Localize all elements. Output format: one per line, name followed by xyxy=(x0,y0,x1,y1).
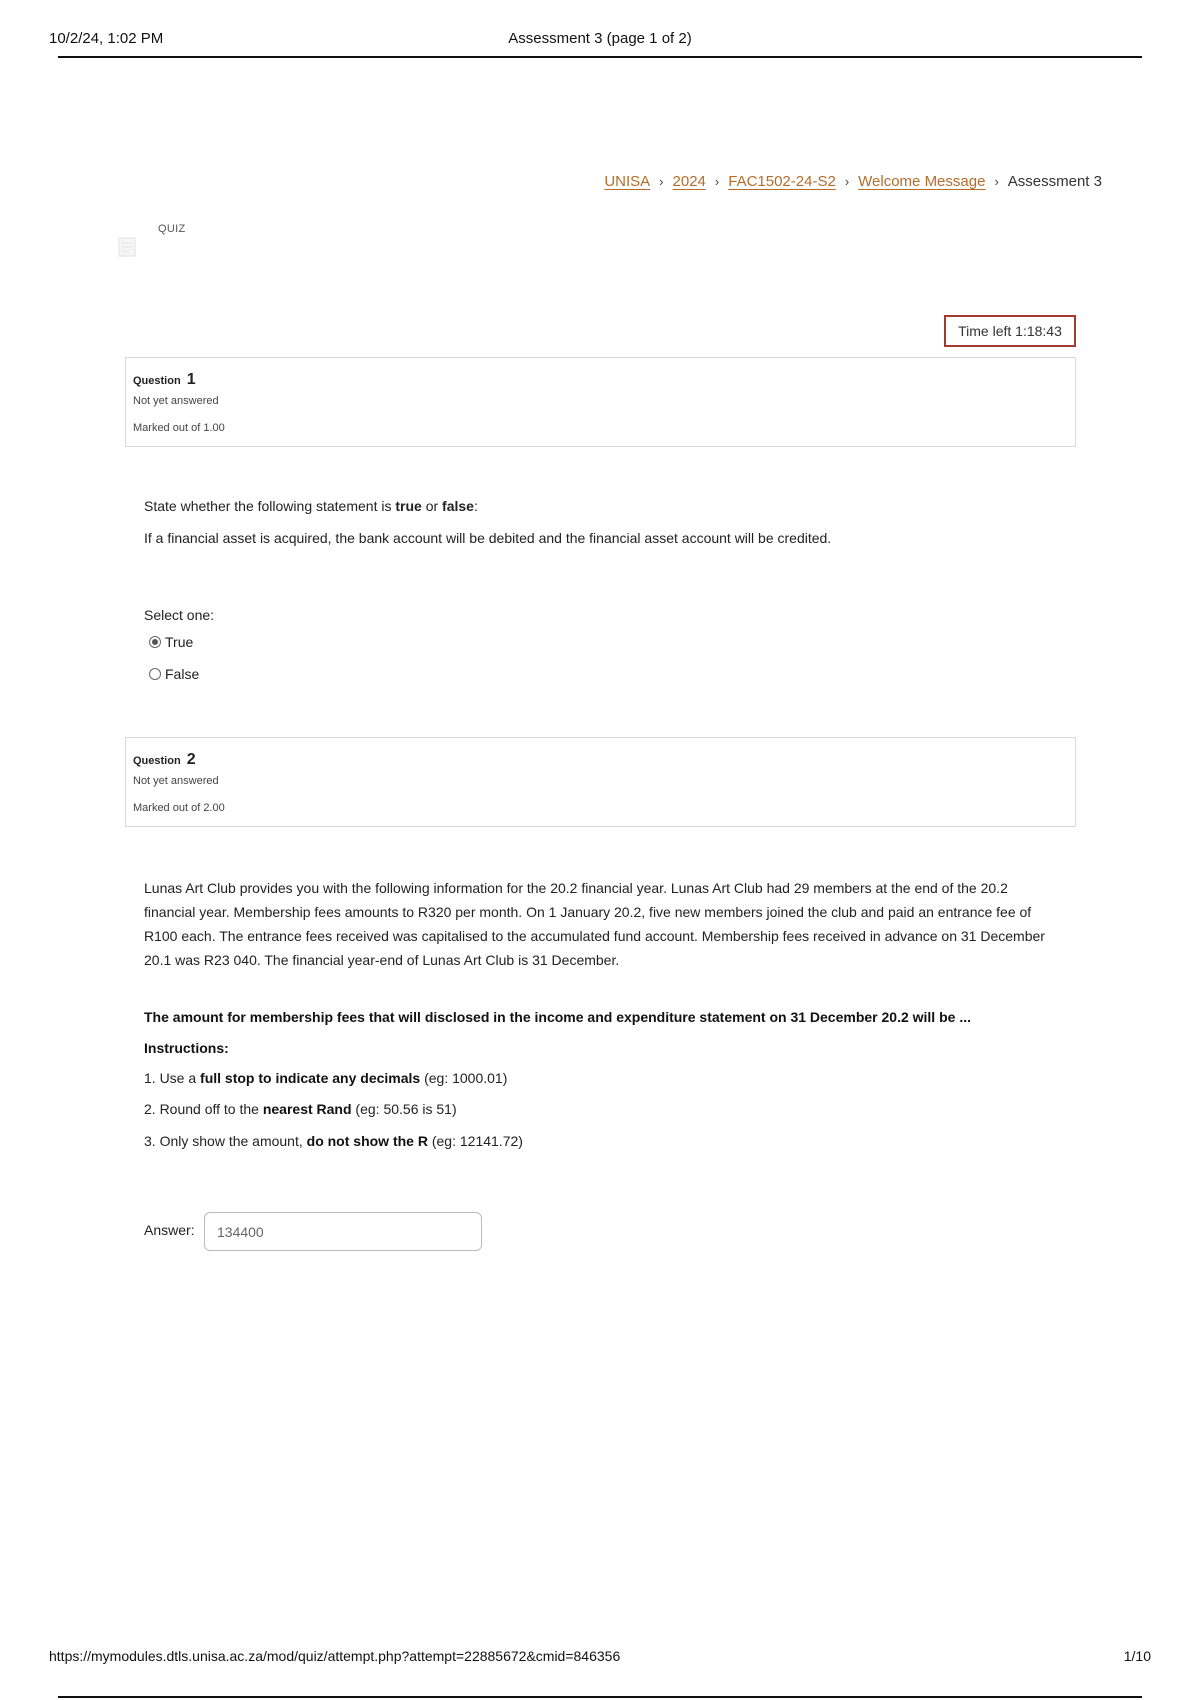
question-number: 1 xyxy=(186,371,196,388)
answer-input[interactable] xyxy=(204,1212,482,1251)
option-label: False xyxy=(165,666,200,682)
instructions-heading: Instructions: xyxy=(144,1040,229,1056)
instruction-item xyxy=(144,1133,523,1149)
question-state: Not yet answered xyxy=(133,775,219,787)
instruction-emphasis: nearest Rand xyxy=(262,1101,352,1117)
instruction-text: 3. Only show the amount, xyxy=(144,1133,307,1149)
breadcrumb-link-year[interactable]: 2024 xyxy=(672,173,706,190)
instruction-text: (eg: 50.56 is 51) xyxy=(351,1101,457,1117)
instruction-item xyxy=(144,1101,457,1117)
question-info-box xyxy=(125,357,1076,447)
breadcrumb-current: Assessment 3 xyxy=(1007,173,1102,190)
chevron-right-icon: › xyxy=(994,174,999,189)
question-statement: If a financial asset is acquired, the bank account will be debited and the financial asset account will be credited. xyxy=(144,530,832,546)
question-label: Question xyxy=(133,755,181,767)
question-number: 2 xyxy=(186,751,196,768)
question-prompt xyxy=(144,498,478,514)
question-label: Question xyxy=(133,375,181,387)
answer-label: Answer: xyxy=(144,1222,195,1238)
instruction-text: 2. Round off to the xyxy=(144,1101,263,1117)
radio-selected-icon[interactable] xyxy=(149,636,161,648)
prompt-true-emphasis: true xyxy=(395,498,422,514)
prompt-false-emphasis: false xyxy=(442,498,474,514)
option-label: True xyxy=(165,634,194,650)
print-page-number: 1/10 xyxy=(1123,1648,1151,1664)
prompt-text: or xyxy=(421,498,443,514)
prompt-text: State whether the following statement is xyxy=(144,498,396,514)
time-left-timer: Time left 1:18:43 xyxy=(944,315,1076,347)
instruction-text: (eg: 12141.72) xyxy=(427,1133,523,1149)
print-title: Assessment 3 (page 1 of 2) xyxy=(508,30,692,47)
chevron-right-icon: › xyxy=(714,174,720,189)
question-text: The amount for membership fees that will disclosed in the income and expenditure statement on 31 December 20.2 will be ... xyxy=(144,1009,971,1025)
print-header xyxy=(0,0,1200,60)
question-marks: Marked out of 2.00 xyxy=(133,802,225,814)
option-true[interactable] xyxy=(149,634,193,650)
prompt-text: : xyxy=(473,498,478,514)
breadcrumb xyxy=(604,173,1102,190)
chevron-right-icon: › xyxy=(844,174,850,189)
breadcrumb-link-unisa[interactable]: UNISA xyxy=(604,173,651,190)
breadcrumb-link-welcome[interactable]: Welcome Message xyxy=(858,173,986,190)
instruction-text: (eg: 1000.01) xyxy=(420,1070,508,1086)
footer-divider xyxy=(58,1696,1142,1698)
instruction-text: 1. Use a xyxy=(144,1070,201,1086)
quiz-icon xyxy=(118,237,136,257)
question-paragraph: Lunas Art Club provides you with the following information for the 20.2 financial year. Lunas Art Club had 29 members at the end of the 20.2 financial year. Membership fees amounts to R320 per month. On 1 January 20.2, five new members joined the club and paid an entrance fee of R100 each. The entrance fees received was capitalised to the accumulated fund account. Membership fees received in advance on 31 December 20.1 was R23 040. The financial year-end of Lunas Art Club is 31 December. xyxy=(144,880,1045,968)
question-heading xyxy=(133,751,196,769)
option-false[interactable] xyxy=(149,666,199,682)
header-divider xyxy=(58,56,1142,58)
instruction-item xyxy=(144,1070,507,1086)
radio-unselected-icon[interactable] xyxy=(149,668,161,680)
chevron-right-icon: › xyxy=(659,174,664,189)
print-datetime: 10/2/24, 1:02 PM xyxy=(49,30,164,47)
instruction-emphasis: full stop to indicate any decimals xyxy=(200,1070,421,1086)
question-marks: Marked out of 1.00 xyxy=(133,422,225,434)
instruction-emphasis: do not show the R xyxy=(306,1133,428,1149)
question-heading xyxy=(133,371,196,389)
print-footer xyxy=(0,1640,1200,1700)
select-one-label: Select one: xyxy=(144,607,215,623)
breadcrumb-link-course[interactable]: FAC1502-24-S2 xyxy=(728,173,836,190)
question-info-box xyxy=(125,737,1076,827)
module-type-label: QUIZ xyxy=(158,223,186,235)
print-url: https://mymodules.dtls.unisa.ac.za/mod/quiz/attempt.php?attempt=22885672&cmid=846356 xyxy=(49,1648,621,1664)
question-state: Not yet answered xyxy=(133,395,219,407)
